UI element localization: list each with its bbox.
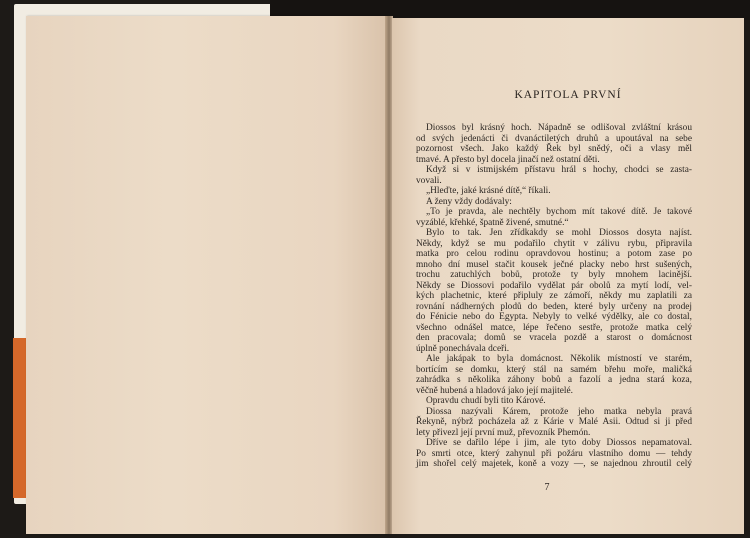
page-number: 7 bbox=[544, 482, 550, 493]
text-line: Řekyně, nýbrž pocházela až z Kárie v Malé Asii. Odtud si ji před bbox=[416, 417, 692, 427]
text-line: do Fénicie nebo do Egypta. Nebyly to velké výdělky, ale co dostal, bbox=[416, 312, 692, 322]
text-line: matka pro celou rodinu opravdovou hostinu; a potom zase po bbox=[416, 249, 692, 259]
text-line: Opravdu chudí byli tito Kárové. bbox=[426, 396, 546, 406]
text-line: den pracovala; domů se vracela pozdě a starost o domácnost bbox=[416, 333, 692, 343]
text-line: věčně hubená a hladová jako její majitelé. bbox=[416, 385, 573, 396]
text-line: tmavé. A přesto byl docela jinačí než ostatní děti. bbox=[416, 154, 600, 165]
text-line: jim shořel celý majetek, koně a vozy —, se najednou zhroutil celý bbox=[416, 459, 692, 469]
text-line: vovali. bbox=[416, 175, 442, 186]
text-line: úplně ponechávala dceři. bbox=[416, 343, 510, 354]
text-line: bortícím se domku, který stál na samém břehu moře, maličká bbox=[416, 364, 692, 375]
text-line: pozornost všech. Jako každý Řek byl snědý, oči a vlasy měl bbox=[416, 144, 692, 154]
text-line: Ale jakápak to byla domácnost. Několik místností ve starém, bbox=[426, 354, 692, 364]
body-text bbox=[416, 123, 692, 470]
text-line: mnoho dní musel stačit kousek ječné placky nebo hrst sušených, bbox=[416, 259, 692, 270]
text-line: A ženy vždy dodávaly: bbox=[426, 196, 512, 207]
text-line: všechno odnášel matce, lépe řečeno sestře, protože matka celý bbox=[416, 322, 692, 333]
text-line: Dříve se dařilo lépe i jim, ale tyto doby Diossos nepamatoval. bbox=[426, 438, 692, 448]
orange-spine-strip bbox=[13, 338, 27, 498]
text-line: trochu zatuchlých bobů, protože ty byly mnohem lacinější. bbox=[416, 270, 692, 280]
text-line: zahrádka s několika záhony bobů a fazolí a jedna stará koza, bbox=[416, 375, 692, 385]
text-line: od svých jedenácti či dvanáctiletých druhů a upoutával na sebe bbox=[416, 133, 692, 144]
text-line: kých plachetnic, které připluly ze zámoří, někdy mu zaplatili za bbox=[416, 291, 692, 301]
text-line: Bylo to tak. Jen zřídkakdy se mohl Diossos dosyta najíst. bbox=[426, 228, 692, 238]
chapter-title: KAPITOLA PRVNÍ bbox=[514, 89, 622, 101]
text-line: Diossa nazývali Kárem, protože jeho matka nebyla pravá bbox=[426, 406, 692, 417]
left-page bbox=[26, 16, 388, 534]
text-line: lety přivezl její první muž, převozník Phemón. bbox=[416, 427, 591, 438]
text-line: Diossos byl krásný hoch. Nápadně se odlišoval zvláštní krásou bbox=[426, 123, 692, 133]
text-line: rovnání nádherných plodů do beden, které byly určeny na prodej bbox=[416, 301, 692, 312]
text-line: vyzáblé, křehké, špatně živené, smutné.“ bbox=[416, 217, 569, 228]
text-line: Někdy, když se mu podařilo chytit v zálivu rybu, připravila bbox=[416, 238, 692, 249]
text-line: Někdy se Diossovi podařilo vydělat pár obolů za mytí lodí, vel- bbox=[416, 280, 692, 291]
text-line: Když si v istmijském přístavu hrál s hochy, chodci se zasta- bbox=[426, 165, 692, 175]
text-line: „Hleďte, jaké krásné dítě,“ říkali. bbox=[426, 186, 551, 196]
text-line: „To je pravda, ale nechtěly bychom mít takové dítě. Je takové bbox=[426, 207, 692, 217]
text-line: Po smrti otce, který zahynul při požáru vlastního domu — tehdy bbox=[416, 448, 692, 459]
